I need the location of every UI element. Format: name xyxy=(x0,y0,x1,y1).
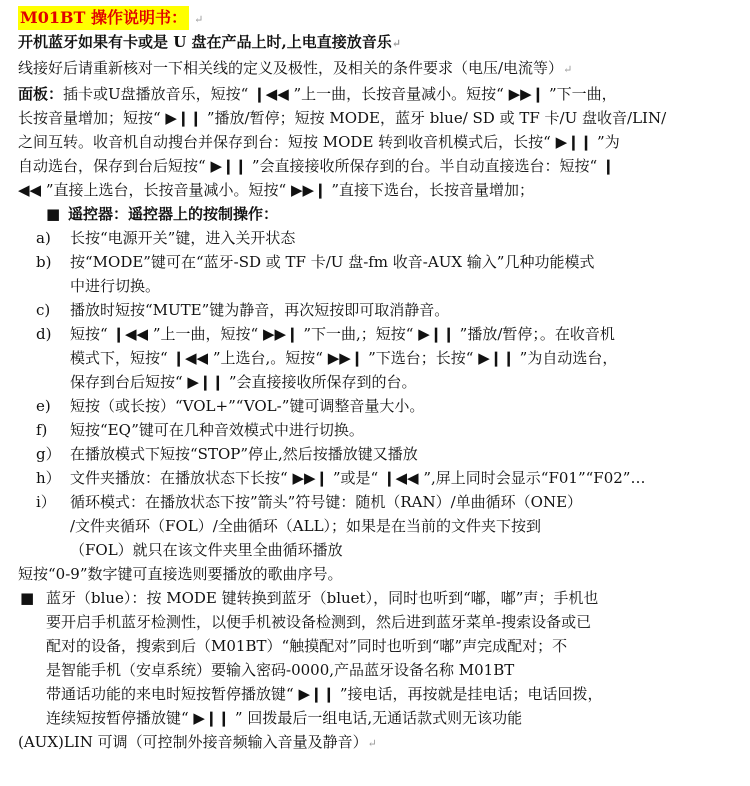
paragraph-mark-icon: ↵ xyxy=(391,37,401,50)
bluetooth-line: 蓝牙（blue）：按 MODE 键转换到蓝牙（bluet），同时也听到“嘟，嘟”声；手机也 xyxy=(46,589,599,607)
remote-item-g: g） 在播放模式下短按“STOP”停止,然后按播放键又播放 xyxy=(36,445,418,463)
bluetooth-line: 要开启手机蓝牙检测性，以便手机被设备检测到，然后进到蓝牙菜单-搜索设备或已 xyxy=(46,613,592,631)
bluetooth-line: 是智能手机（安卓系统）要输入密码-0000,产品蓝牙设备名称 M01BT xyxy=(46,661,515,679)
remote-heading-row xyxy=(18,202,738,226)
panel-line: ◀◀ ”直接上选台，长按音量减小。短按“ ▶▶❙ ”直接下选台，长按音量增加； xyxy=(18,181,535,199)
remote-heading: 遥控器：遥控器上的按制操作： xyxy=(68,205,279,223)
remote-item-f: f) 短按“EQ”键可在几种音效模式中进行切换。 xyxy=(36,421,364,439)
panel-line: 自动选台，保存到台后短按“ ▶❙❙ ”会直接接收所保存到的台。半自动直接选台：短按“ ❙ xyxy=(18,157,615,175)
intro-line-wiring: 线接好后请重新核对一下相关线的定义及极性，及相关的条件要求（电压/电流等）↵ xyxy=(18,59,573,77)
remote-item-b: b) 按“MODE”键可在“蓝牙-SD 或 TF 卡/U 盘-fm 收音-AUX 输入”几种功能模式 中进行切换。 xyxy=(36,253,595,295)
square-bullet-icon: ■ xyxy=(20,589,35,607)
remote-item-h: h） 文件夹播放：在播放状态下长按“ ▶▶❙ ”或是“ ❙◀◀ ”,屏上同时会显示“F01”“F02”… xyxy=(36,469,646,487)
paragraph-mark-icon: ↵ xyxy=(563,63,573,76)
bluetooth-line: 连续短按暂停播放键“ ▶❙❙ ” 回拨最后一组电话,无通话款式则无该功能 xyxy=(46,709,523,727)
square-bullet-icon: ■ xyxy=(46,205,61,223)
remote-item-c: c) 播放时短按“MUTE”键为静音，再次短按即可取消静音。 xyxy=(36,301,450,319)
remote-item-e: e) 短按（或长按）“VOL+”“VOL-”键可调整音量大小。 xyxy=(36,397,425,415)
panel-line: 插卡或U盘播放音乐，短按“ ❙◀◀ ”上一曲，长按音量减小。短按“ ▶▶❙ ”下一曲， xyxy=(63,85,617,103)
bluetooth-line: 配对的设备，搜索到后（M01BT）“触摸配对”同时也听到“嘟”声完成配对；不 xyxy=(46,637,568,655)
intro-line-power-on: 开机蓝牙如果有卡或是 U 盘在产品上时,上电直接放音乐↵ xyxy=(18,33,401,51)
remote-item-d: d) 短按“ ❙◀◀ ”上一曲，短按“ ▶▶❙ ”下一曲,；短按“ ▶❙❙ ”播放/暂停；。在收音机 模式下，短按“ ❙◀◀ ”上选台,。短按“ ▶▶❙ ”下选台；长按“ ▶❙❙ ”为自动选台， 保存到台后短按“ ▶❙❙ ”会直接接收所保存到的台。 xyxy=(36,325,618,391)
remote-item-a: a) 长按“电源开关”键，进入关开状态 xyxy=(36,229,296,247)
document-title: M01BT 操作说明书： xyxy=(18,6,189,30)
panel-line: 长按音量增加；短按“ ▶❙❙ ”播放/暂停；短按 MODE，蓝牙 blue/ SD 或 TF 卡/U 盘收音/LIN/ xyxy=(18,109,667,127)
remote-section xyxy=(18,202,738,586)
aux-line: (AUX)LIN 可调（可控制外接音频输入音量及静音）↵ xyxy=(18,733,377,751)
panel-label: 面板： xyxy=(18,85,64,103)
bluetooth-section xyxy=(18,586,738,730)
remote-footer: 短按“0-9”数字键可直接选则要播放的歌曲序号。 xyxy=(18,565,343,583)
title-row xyxy=(18,6,738,30)
paragraph-mark-icon: ↵ xyxy=(194,13,204,26)
remote-item-i: i） 循环模式：在播放状态下按”箭头”符号键：随机（RAN）/单曲循环（ONE） /文件夹循环（FOL）/全曲循环（ALL）；如果是在当前的文件夹下按到 （FOL）就只在该文件夹里全曲循环播放 xyxy=(36,493,583,559)
panel-line: 之间互转。收音机自动搜台并保存到台：短按 MODE 转到收音机模式后，长按“ ▶❙❙ ”为 xyxy=(18,133,620,151)
paragraph-mark-icon: ↵ xyxy=(367,737,377,750)
bluetooth-line: 带通话功能的来电时短按暂停播放键“ ▶❙❙ ”接电话，再按就是挂电话；电话回拨， xyxy=(46,685,603,703)
panel-section xyxy=(18,82,738,202)
